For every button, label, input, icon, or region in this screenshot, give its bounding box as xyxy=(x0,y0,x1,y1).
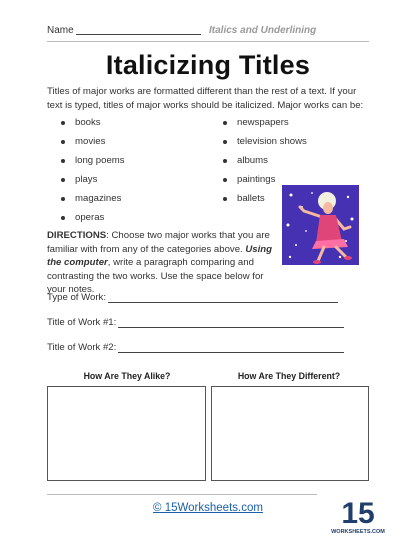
intro-paragraph: Titles of major works are formatted different than the rest of a text. If your text is typed, titles of major works should be italicized. Major works can be: xyxy=(47,86,364,111)
list-item: magazines xyxy=(47,193,125,212)
directions-paragraph xyxy=(47,229,279,297)
title-work-2-label: Title of Work #2: xyxy=(47,342,117,353)
alike-heading: How Are They Alike? xyxy=(83,371,171,381)
name-line xyxy=(76,34,201,35)
list-item: long poems xyxy=(47,155,125,174)
dancing-woman-illustration xyxy=(282,185,359,265)
footer-link[interactable]: © 15Worksheets.com xyxy=(153,502,263,514)
page-title: Italicizing Titles xyxy=(105,50,311,80)
logo-number: 15 xyxy=(341,497,375,530)
worksheet-topic: Italics and Underlining xyxy=(209,25,317,36)
directions-emphasis: Using the computer xyxy=(47,243,273,268)
list-item: paintings xyxy=(209,174,307,193)
list-item: ballets xyxy=(209,193,307,212)
footer-rule xyxy=(47,494,317,495)
name-label: Name xyxy=(47,25,74,36)
header-rule xyxy=(47,41,369,42)
directions-text: : Choose two major works that you are familiar with from any of the categories above. xyxy=(47,230,270,255)
type-of-work-label: Type of Work: xyxy=(47,292,107,303)
category-list-left xyxy=(47,117,125,231)
title-work-1-label: Title of Work #1: xyxy=(47,317,117,328)
alike-notes-box[interactable] xyxy=(47,386,206,481)
type-of-work-line[interactable] xyxy=(108,302,338,303)
different-notes-box[interactable] xyxy=(211,386,369,481)
directions-text-end: , write a paragraph comparing and contrasting the two works. Use the space below for your notes. xyxy=(47,257,264,295)
list-item: books xyxy=(47,117,125,136)
different-heading: How Are They Different? xyxy=(237,371,341,381)
list-item: television shows xyxy=(209,136,307,155)
15-worksheets-logo xyxy=(331,493,385,537)
list-item: movies xyxy=(47,136,125,155)
title-work-1-line[interactable] xyxy=(118,327,344,328)
list-item: newspapers xyxy=(209,117,307,136)
title-work-2-line[interactable] xyxy=(118,352,344,353)
directions-label: DIRECTIONS xyxy=(47,230,107,241)
list-item: plays xyxy=(47,174,125,193)
logo-text: WORKSHEETS.COM xyxy=(331,529,385,535)
list-item: albums xyxy=(209,155,307,174)
list-item: operas xyxy=(47,212,125,231)
